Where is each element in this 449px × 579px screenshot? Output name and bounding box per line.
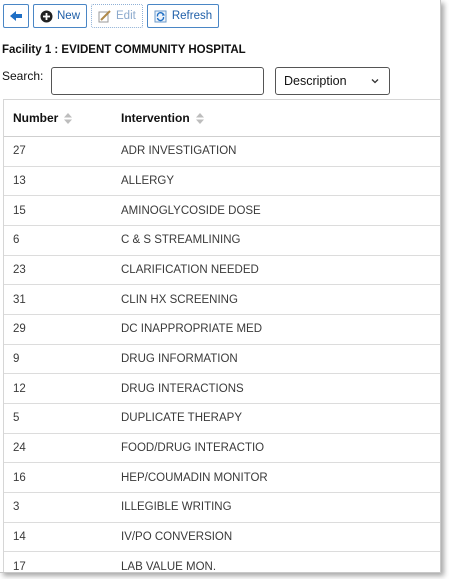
cell-intervention: DUPLICATE THERAPY (121, 412, 242, 425)
facility-title: Facility 1 : EVIDENT COMMUNITY HOSPITAL (2, 44, 246, 56)
cell-number: 14 (13, 530, 26, 543)
table-row[interactable] (4, 285, 441, 315)
cell-number: 29 (13, 323, 26, 336)
table-row[interactable] (4, 137, 441, 167)
table-body (4, 137, 441, 573)
table-row[interactable] (4, 196, 441, 226)
column-header-number-label: Number (13, 111, 59, 125)
table-row[interactable] (4, 315, 441, 345)
table-header (4, 100, 441, 137)
cell-intervention: DRUG INTERACTIONS (121, 382, 244, 395)
cell-intervention: HEP/COUMADIN MONITOR (121, 471, 268, 484)
table-row[interactable] (4, 374, 441, 404)
edit-button-label: Edit (116, 10, 136, 22)
new-button-label: New (57, 10, 81, 22)
sort-icon (64, 113, 72, 124)
cell-number: 31 (13, 293, 26, 306)
cell-number: 24 (13, 441, 26, 454)
cell-intervention: CLIN HX SCREENING (121, 293, 238, 306)
table-row[interactable] (4, 256, 441, 286)
cell-number: 12 (13, 382, 26, 395)
back-arrow-icon (9, 10, 23, 22)
cell-number: 17 (13, 560, 26, 573)
refresh-icon (154, 10, 168, 23)
cell-intervention: C & S STREAMLINING (121, 234, 241, 247)
cell-intervention: ADR INVESTIGATION (121, 145, 237, 158)
chevron-down-icon (370, 75, 380, 89)
new-button[interactable] (33, 4, 87, 28)
cell-number: 3 (13, 501, 20, 514)
edit-pencil-icon (98, 10, 112, 23)
table-row[interactable] (4, 226, 441, 256)
table-row[interactable] (4, 167, 441, 197)
search-field-selected: Description (284, 74, 347, 88)
cell-intervention: ALLERGY (121, 174, 175, 187)
cell-number: 5 (13, 412, 20, 425)
cell-intervention: DC INAPPROPRIATE MED (121, 323, 262, 336)
cell-number: 27 (13, 145, 26, 158)
cell-number: 16 (13, 471, 26, 484)
table-row[interactable] (4, 345, 441, 375)
interventions-table (3, 99, 441, 573)
cell-number: 13 (13, 174, 26, 187)
column-header-intervention[interactable] (112, 111, 441, 125)
refresh-button-label: Refresh (171, 10, 213, 22)
cell-number: 9 (13, 352, 20, 365)
sort-icon (196, 113, 204, 124)
cell-number: 15 (13, 204, 26, 217)
cell-number: 6 (13, 234, 20, 247)
refresh-button[interactable] (147, 4, 219, 28)
cell-intervention: IV/PO CONVERSION (121, 530, 233, 543)
cell-intervention: ILLEGIBLE WRITING (121, 501, 232, 514)
cell-intervention: DRUG INFORMATION (121, 352, 238, 365)
toolbar (3, 3, 219, 29)
table-row[interactable] (4, 523, 441, 553)
table-row[interactable] (4, 552, 441, 573)
edit-button[interactable] (91, 4, 143, 28)
table-row[interactable] (4, 463, 441, 493)
cell-intervention: FOOD/DRUG INTERACTIO (121, 441, 265, 454)
cell-intervention: CLARIFICATION NEEDED (121, 263, 259, 276)
cell-intervention: LAB VALUE MON. (121, 560, 217, 573)
plus-circle-icon (40, 10, 53, 23)
back-button[interactable] (3, 4, 29, 28)
search-field-select[interactable] (275, 67, 390, 95)
search-input[interactable] (51, 67, 264, 95)
cell-number: 23 (13, 263, 26, 276)
column-header-number[interactable] (4, 111, 112, 125)
table-row[interactable] (4, 434, 441, 464)
cell-intervention: AMINOGLYCOSIDE DOSE (121, 204, 261, 217)
search-label: Search: (2, 69, 44, 83)
column-header-intervention-label: Intervention (121, 111, 190, 125)
table-row[interactable] (4, 493, 441, 523)
table-row[interactable] (4, 404, 441, 434)
